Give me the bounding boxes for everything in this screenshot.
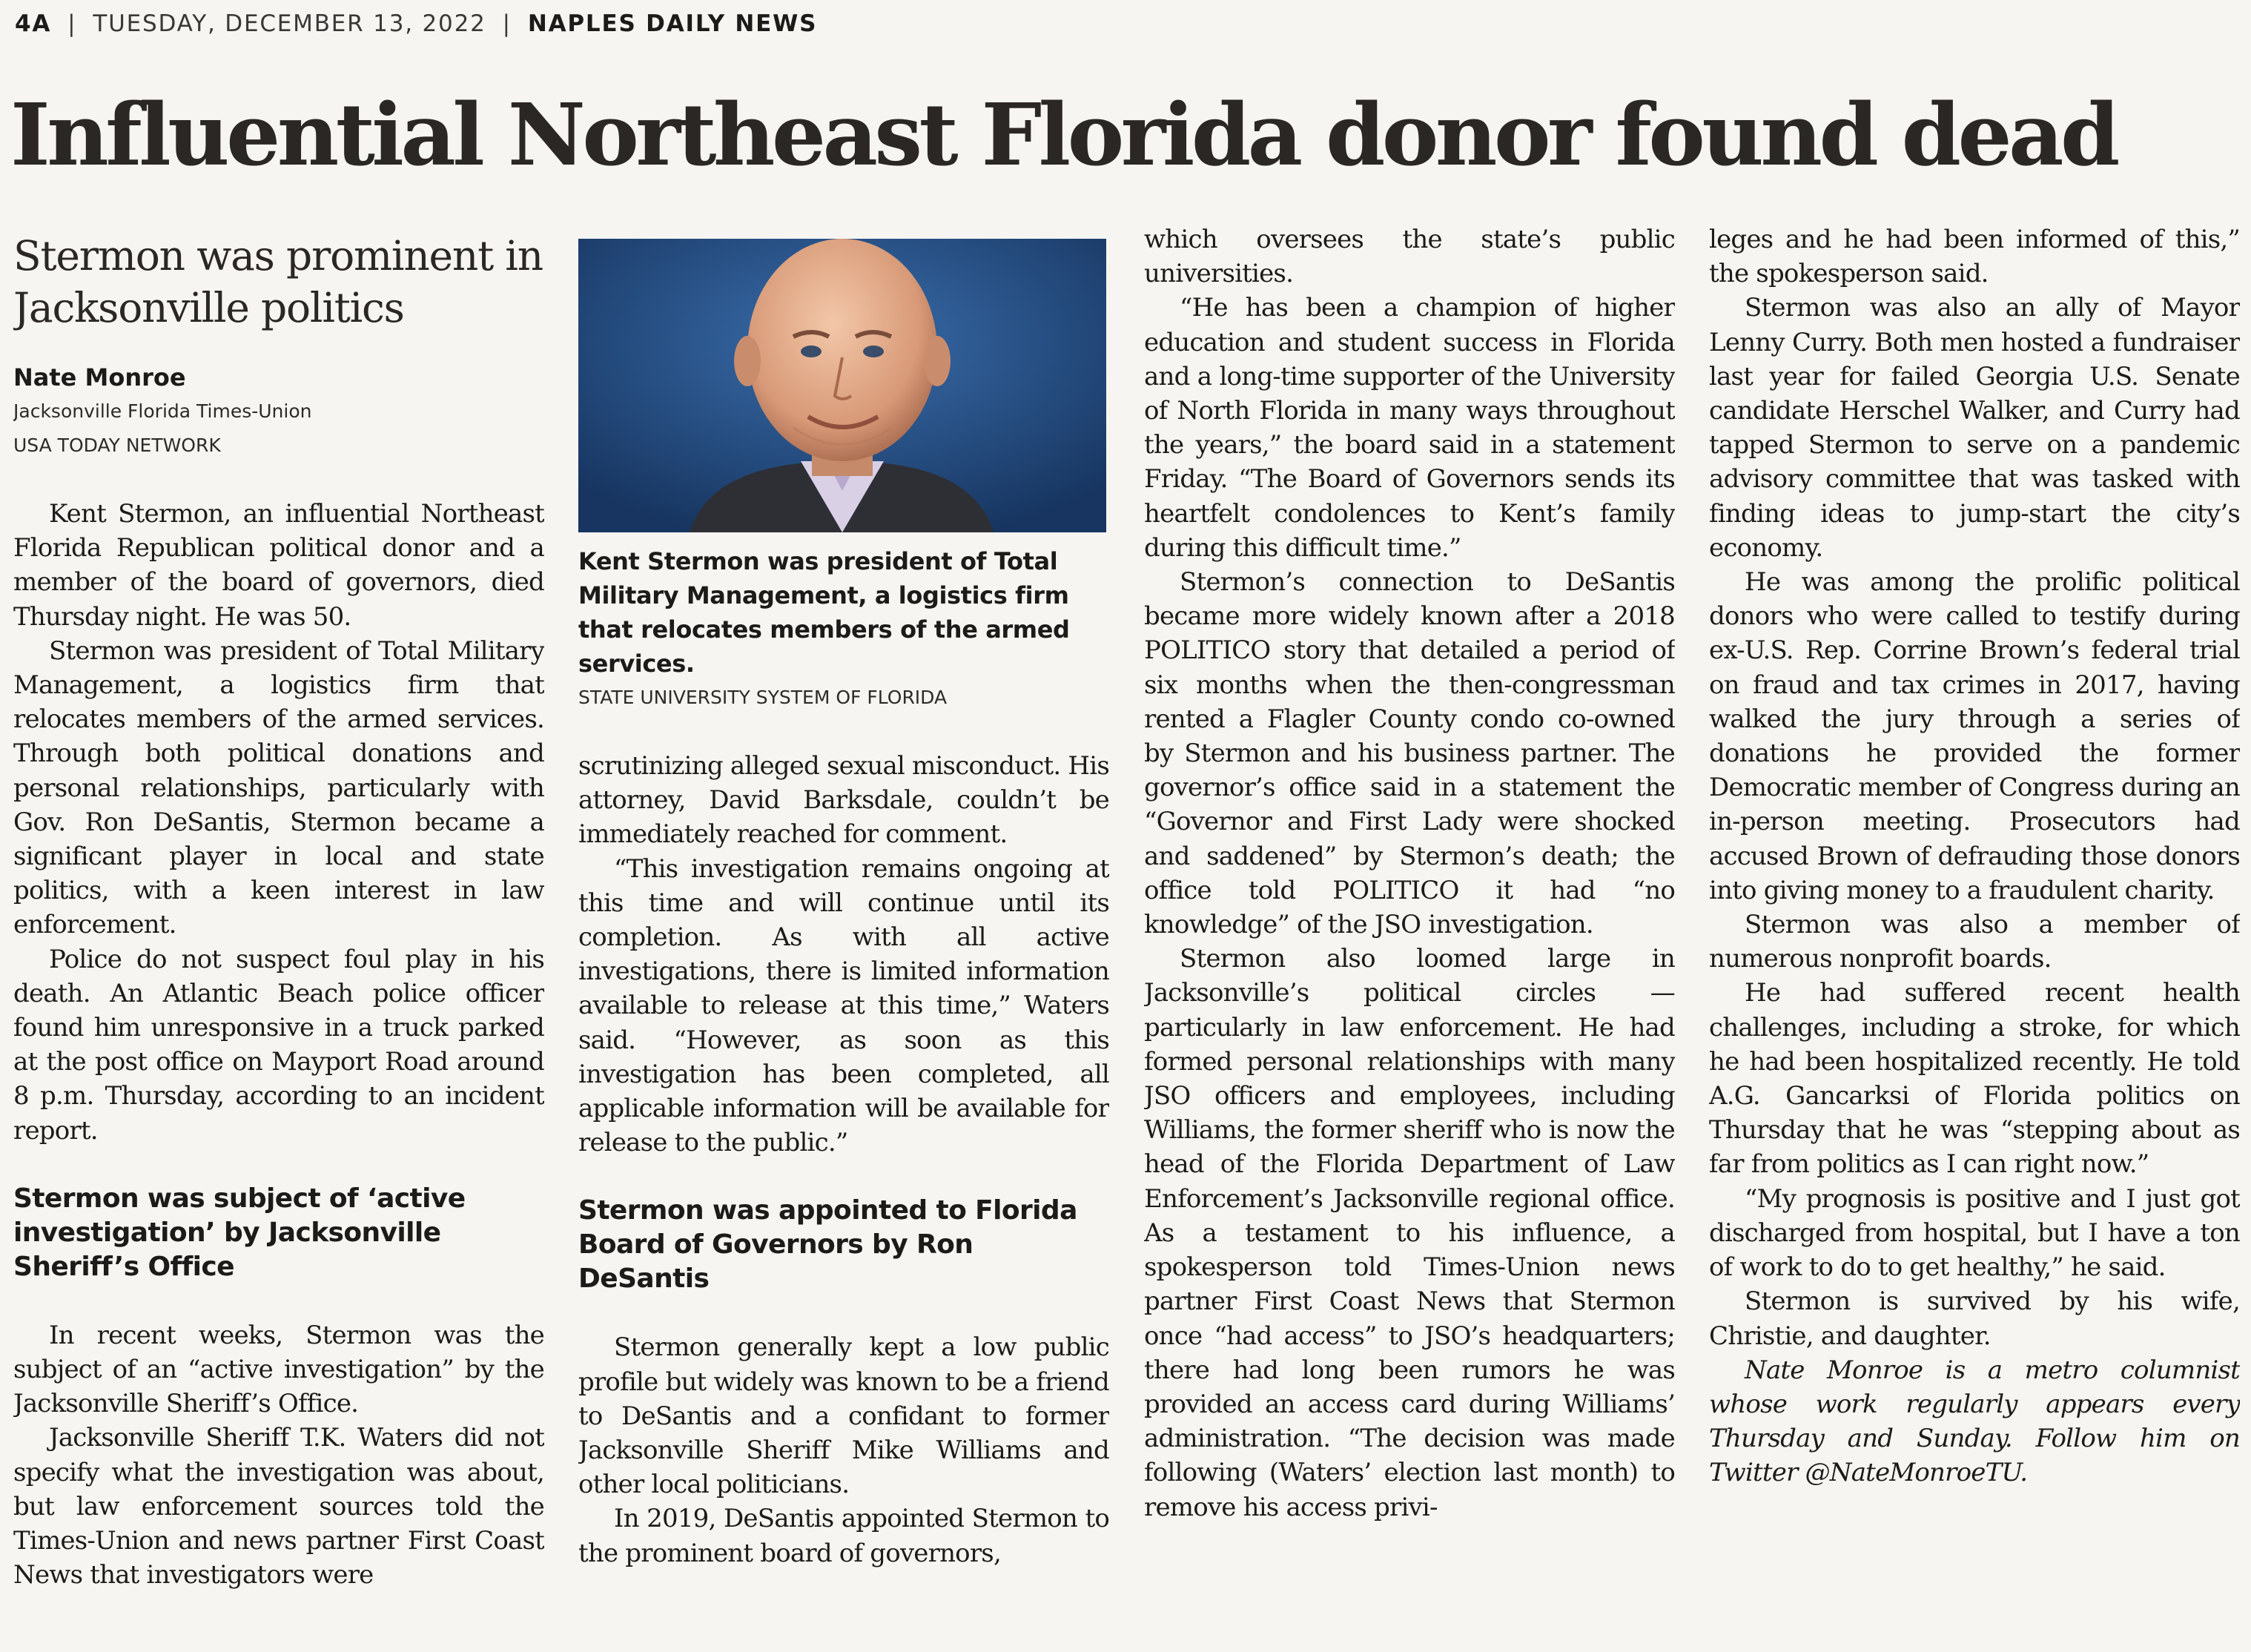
- body-paragraph: which oversees the state’s public universities.: [1144, 225, 1675, 289]
- article-column-2: [578, 222, 1109, 1616]
- author-subject-photo: [578, 239, 1106, 532]
- body-paragraph: In 2019, DeSantis appointed Stermon to the prominent board of governors,: [578, 1504, 1109, 1568]
- author-endnote: Nate Monroe is a metro columnist whose work regularly appears every Thursday and Sunday. Follow him on Twitter @NateMonroeTU.: [1709, 1355, 2240, 1488]
- article-column-3: [1144, 222, 1675, 1616]
- author-name: Nate Monroe: [13, 363, 186, 391]
- photo-credit: STATE UNIVERSITY SYSTEM OF FLORIDA: [578, 687, 948, 708]
- page-number: 4A: [15, 10, 52, 37]
- article-deck: Stermon was prominent in Jacksonville politics: [13, 232, 543, 331]
- body-paragraph: “This investigation remains ongoing at this time and will continue until its completion. As with all active investigations, there is limited information available to release at this time,” Waters said. “However, as soon as this investigation has been completed, all applicable information will be available for release to the public.”: [578, 853, 1109, 1158]
- photo-caption: Kent Stermon was president of Total Military Management, a logistics firm that relocates members of the armed services.: [578, 547, 1070, 678]
- body-paragraph: Stermon was president of Total Military Management, a logistics firm that relocates members of the armed services. Through both political donations and personal relationships, particularly with Gov. Ron DeSantis, Stermon became a significant player in local and state politics, with a keen interest in law enforcement.: [13, 635, 544, 940]
- body-paragraph: He was among the prolific political donors who were called to testify during ex-U.S. Rep. Corrine Brown’s federal trial on fraud and tax crimes in 2017, having walked the jury through a series of donations he provided the former Democratic member of Congress during an in-person meeting. Prosecutors had accused Brown of defrauding those donors into giving money to a fraudulent charity.: [1709, 567, 2240, 905]
- body-paragraph: Stermon’s connection to DeSantis became more widely known after a 2018 POLITICO story that detailed a period of six months when the then-congressman rented a Flagler County condo co-owned by Stermon and his business partner. The governor’s office said in a statement the “Governor and First Lady were shocked and saddened” by Stermon’s death; the office told POLITICO it had “no knowledge” of the JSO investigation.: [1144, 567, 1675, 940]
- body-paragraph: leges and he had been informed of this,” the spokesperson said.: [1709, 225, 2240, 289]
- body-paragraph: Stermon is survived by his wife, Christie, and daughter.: [1709, 1286, 2240, 1351]
- issue-date: TUESDAY, DECEMBER 13, 2022: [93, 10, 486, 37]
- body-paragraph: Jacksonville Sheriff T.K. Waters did not specify what the investigation was about, but law enforcement sources told the Times-Union and news partner First Coast News that investigators were: [13, 1423, 544, 1590]
- article-column-4: [1709, 222, 2240, 1616]
- folio-separator: |: [502, 10, 512, 37]
- body-paragraph: Stermon was also an ally of Mayor Lenny Curry. Both men hosted a fundraiser last year for failed Georgia U.S. Senate candidate Herschel Walker, and Curry had tapped Stermon to serve on a pandemic advisory committee that was tasked with finding ideas to jump-start the city’s economy.: [1709, 293, 2240, 563]
- portrait-image: [578, 239, 1106, 532]
- folio-separator: |: [67, 10, 77, 37]
- section-subhead: Stermon was appointed to Florida Board of Governors by Ron DeSantis: [578, 1195, 1077, 1295]
- author-org: Jacksonville Florida Times-Union: [13, 400, 312, 422]
- page-folio: [15, 7, 2239, 40]
- body-paragraph: “My prognosis is positive and I just got discharged from hospital, but I have a ton of work to do to get healthy,” he said.: [1709, 1183, 2240, 1283]
- body-paragraph: Police do not suspect foul play in his death. An Atlantic Beach police officer found him unresponsive in a truck parked at the post office on Mayport Road around 8 p.m. Thursday, according to an incident report.: [13, 944, 544, 1146]
- article-column-1: [13, 222, 544, 1616]
- section-subhead: Stermon was subject of ‘active investigation’ by Jacksonville Sheriff’s Office: [13, 1183, 466, 1282]
- body-paragraph: Stermon also loomed large in Jacksonville’s political circles — particularly in law enforcement. He had formed personal relationships with many JSO officers and employees, including Williams, the former sheriff who is now the head of the Florida Department of Law Enforcement’s Jacksonville regional office. As a testament to his influence, a spokesperson told Times-Union news partner First Coast News that Stermon once “had access” to JSO’s headquarters; there had long been rumors he was provided an access card during Williams’ administration. “The decision was made following (Waters’ election last month) to remove his access privi-: [1144, 944, 1675, 1522]
- newspaper-name: NAPLES DAILY NEWS: [527, 10, 818, 37]
- body-paragraph: Kent Stermon, an influential Northeast Florida Republican political donor and a member of the board of governors, died Thursday night. He was 50.: [13, 499, 544, 632]
- body-paragraph: scrutinizing alleged sexual misconduct. His attorney, David Barksdale, couldn’t be immediately reached for comment.: [578, 751, 1109, 850]
- body-paragraph: Stermon was also a member of numerous nonprofit boards.: [1709, 910, 2240, 974]
- body-paragraph: “He has been a champion of higher education and student success in Florida and a long-time supporter of the University of North Florida in many ways throughout the years,” the board said in a statement Friday. “The Board of Governors sends its heartfelt condolences to Kent’s family during this difficult time.”: [1144, 293, 1675, 563]
- body-paragraph: In recent weeks, Stermon was the subject of an “active investigation” by the Jacksonville Sheriff’s Office.: [13, 1320, 544, 1419]
- article-headline: Influential Northeast Florida donor found dead: [10, 85, 2117, 185]
- body-paragraph: Stermon generally kept a low public profile but widely was known to be a friend to DeSantis and a confidant to former Jacksonville Sheriff Mike Williams and other local politicians.: [578, 1332, 1109, 1500]
- body-paragraph: He had suffered recent health challenges, including a stroke, for which he had been hospitalized recently. He told A.G. Gancarksi of Florida politics on Thursday that he was “stepping about as far from politics as I can right now.”: [1709, 978, 2240, 1180]
- author-network: USA TODAY NETWORK: [13, 435, 221, 456]
